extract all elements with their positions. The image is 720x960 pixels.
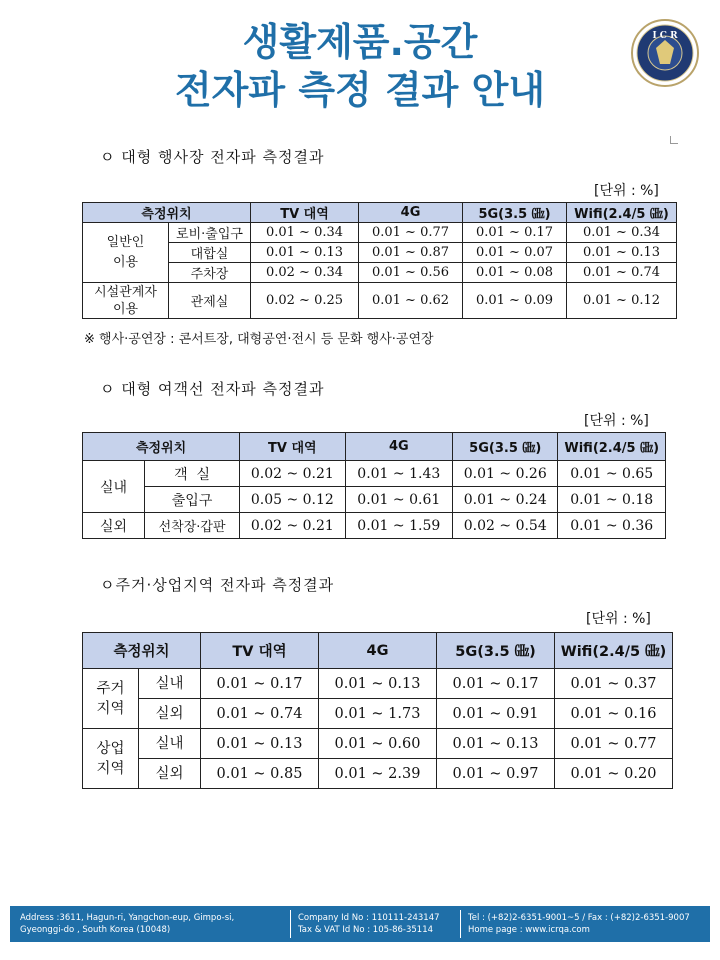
place-cell: 대합실 (169, 243, 251, 263)
value-cell: 0.01 ~ 0.74 (567, 263, 677, 283)
header-4g: 4G (359, 203, 463, 223)
place-cell: 주차장 (169, 263, 251, 283)
value-cell: 0.01 ~ 0.26 (453, 461, 558, 487)
place-cell: 출입구 (145, 487, 240, 513)
value-cell: 0.01 ~ 0.13 (437, 729, 555, 759)
value-cell: 0.01 ~ 0.37 (555, 669, 673, 699)
logo-text: I C R (652, 31, 678, 41)
header-tv: TV 대역 (201, 633, 319, 669)
value-cell: 0.01 ~ 0.56 (359, 263, 463, 283)
section1-note: ※ 행사·공연장 : 콘서트장, 대형공연·전시 등 문화 행사·공연장 (84, 332, 434, 347)
footer-contact-line1: Tel : (+82)2-6351-9001~5 / Fax : (+82)2-6351-9007 (468, 913, 690, 923)
place-cell: 실내 (139, 729, 201, 759)
footer-address-line1: Address :3611, Hagun-ri, Yangchon-eup, Gimpo-si, (20, 913, 235, 923)
value-cell: 0.01 ~ 0.77 (555, 729, 673, 759)
footer-contact-line2: Home page : www.icrqa.com (468, 925, 590, 935)
value-cell: 0.01 ~ 0.20 (555, 759, 673, 789)
table-row (83, 243, 677, 263)
value-cell: 0.01 ~ 1.73 (319, 699, 437, 729)
section2-heading: ㅇ 대형 여객선 전자파 측정결과 (100, 380, 325, 398)
footer-bar (10, 906, 710, 942)
group-label: 상업 지역 (83, 729, 139, 789)
value-cell: 0.01 ~ 0.17 (463, 223, 567, 243)
page-title-line2: 전자파 측정 결과 안내 (174, 68, 546, 112)
header-location: 측정위치 (83, 433, 240, 461)
value-cell: 0.05 ~ 0.12 (240, 487, 345, 513)
passenger-ship-table (82, 432, 666, 539)
header-wifi: Wifi(2.4/5 ㎓) (558, 433, 666, 461)
table-row (83, 487, 666, 513)
corner-mark (670, 136, 678, 144)
header-tv: TV 대역 (240, 433, 345, 461)
value-cell: 0.01 ~ 0.08 (463, 263, 567, 283)
table-row (83, 699, 673, 729)
place-cell: 실외 (139, 699, 201, 729)
value-cell: 0.01 ~ 0.13 (567, 243, 677, 263)
table-row (83, 283, 677, 319)
table-row (83, 759, 673, 789)
page-title-line1: 생활제품.공간 (242, 20, 478, 64)
place-cell: 실내 (139, 669, 201, 699)
value-cell: 0.01 ~ 0.60 (319, 729, 437, 759)
value-cell: 0.01 ~ 0.12 (567, 283, 677, 319)
value-cell: 0.02 ~ 0.34 (251, 263, 359, 283)
value-cell: 0.01 ~ 0.09 (463, 283, 567, 319)
event-hall-table (82, 202, 677, 319)
value-cell: 0.01 ~ 0.85 (201, 759, 319, 789)
section2-unit: [단위 : %] (584, 413, 649, 429)
value-cell: 0.01 ~ 0.36 (558, 513, 666, 539)
value-cell: 0.01 ~ 0.24 (453, 487, 558, 513)
value-cell: 0.01 ~ 0.17 (437, 669, 555, 699)
place-cell: 실외 (139, 759, 201, 789)
value-cell: 0.02 ~ 0.21 (240, 513, 345, 539)
section3-unit: [단위 : %] (586, 611, 651, 627)
value-cell: 0.01 ~ 0.61 (345, 487, 453, 513)
value-cell: 0.01 ~ 2.39 (319, 759, 437, 789)
place-cell: 선착장·갑판 (145, 513, 240, 539)
icr-logo (630, 18, 700, 88)
table-row (83, 263, 677, 283)
footer-address-line2: Gyeonggi-do , South Korea (10048) (20, 925, 171, 935)
value-cell: 0.01 ~ 0.62 (359, 283, 463, 319)
value-cell: 0.01 ~ 0.34 (251, 223, 359, 243)
place-cell: 로비·출입구 (169, 223, 251, 243)
section3-heading: ㅇ주거·상업지역 전자파 측정결과 (100, 576, 335, 594)
group-label: 시설관계자 이용 (83, 283, 169, 319)
group-label: 실외 (83, 513, 145, 539)
value-cell: 0.01 ~ 0.13 (251, 243, 359, 263)
value-cell: 0.01 ~ 0.07 (463, 243, 567, 263)
header-location: 측정위치 (83, 203, 251, 223)
footer-address (20, 912, 234, 936)
header-wifi: Wifi(2.4/5 ㎓) (567, 203, 677, 223)
footer-divider (290, 910, 291, 938)
value-cell: 0.01 ~ 0.13 (319, 669, 437, 699)
header-4g: 4G (345, 433, 453, 461)
table-row (83, 729, 673, 759)
table-row (83, 513, 666, 539)
header-wifi: Wifi(2.4/5 ㎓) (555, 633, 673, 669)
footer-company-line1: Company Id No : 110111-243147 (298, 913, 440, 923)
value-cell: 0.02 ~ 0.25 (251, 283, 359, 319)
group-label: 주거 지역 (83, 669, 139, 729)
value-cell: 0.01 ~ 1.59 (345, 513, 453, 539)
table-row (83, 461, 666, 487)
group-label: 실내 (83, 461, 145, 513)
place-cell: 객 실 (145, 461, 240, 487)
header-4g: 4G (319, 633, 437, 669)
value-cell: 0.01 ~ 0.65 (558, 461, 666, 487)
header-5g: 5G(3.5 ㎓) (463, 203, 567, 223)
value-cell: 0.01 ~ 0.18 (558, 487, 666, 513)
table-row (83, 669, 673, 699)
value-cell: 0.02 ~ 0.21 (240, 461, 345, 487)
footer-divider (460, 910, 461, 938)
group-label: 일반인 이용 (83, 223, 169, 283)
value-cell: 0.02 ~ 0.54 (453, 513, 558, 539)
section1-heading: ㅇ 대형 행사장 전자파 측정결과 (100, 148, 325, 166)
section1-unit: [단위 : %] (594, 183, 659, 199)
header-5g: 5G(3.5 ㎓) (437, 633, 555, 669)
footer-contact (468, 912, 690, 936)
value-cell: 0.01 ~ 0.74 (201, 699, 319, 729)
header-location: 측정위치 (83, 633, 201, 669)
header-tv: TV 대역 (251, 203, 359, 223)
value-cell: 0.01 ~ 0.17 (201, 669, 319, 699)
value-cell: 0.01 ~ 0.87 (359, 243, 463, 263)
value-cell: 0.01 ~ 0.97 (437, 759, 555, 789)
value-cell: 0.01 ~ 0.16 (555, 699, 673, 729)
header-5g: 5G(3.5 ㎓) (453, 433, 558, 461)
footer-company (298, 912, 440, 936)
footer-company-line2: Tax & VAT Id No : 105-86-35114 (298, 925, 434, 935)
value-cell: 0.01 ~ 0.77 (359, 223, 463, 243)
table-row (83, 223, 677, 243)
value-cell: 0.01 ~ 0.91 (437, 699, 555, 729)
value-cell: 0.01 ~ 0.34 (567, 223, 677, 243)
value-cell: 0.01 ~ 0.13 (201, 729, 319, 759)
residential-commercial-table (82, 632, 673, 789)
value-cell: 0.01 ~ 1.43 (345, 461, 453, 487)
place-cell: 관제실 (169, 283, 251, 319)
